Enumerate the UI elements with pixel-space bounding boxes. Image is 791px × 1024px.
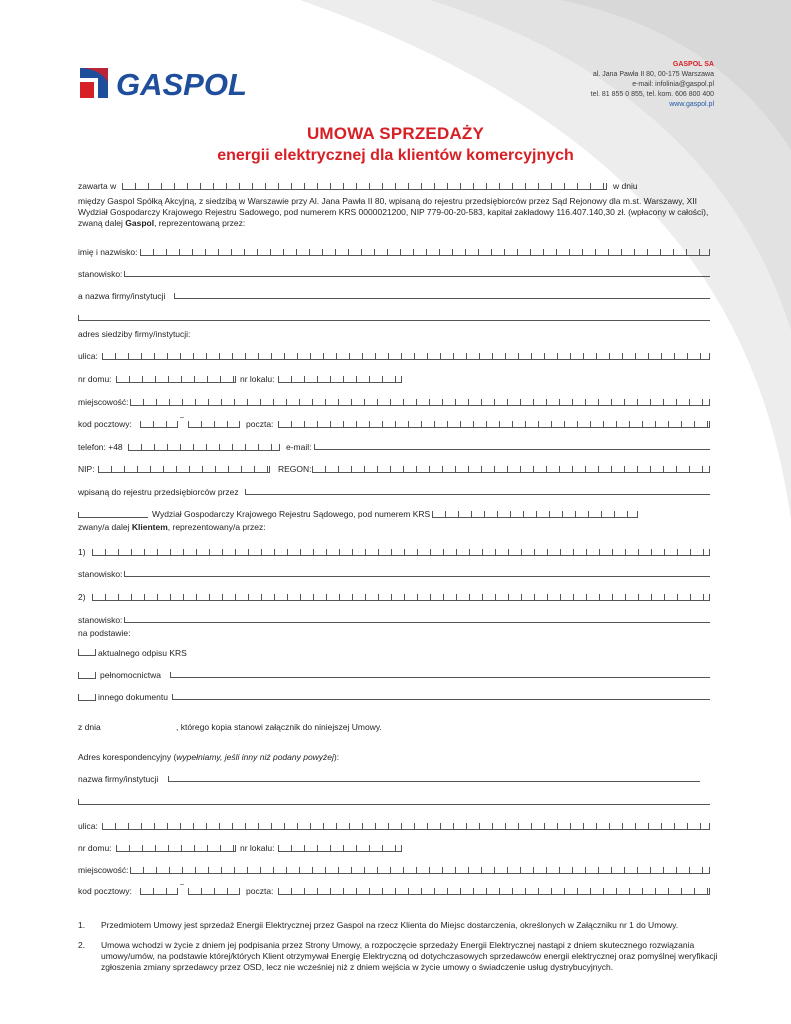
label-kor-nr-lokalu: nr lokalu:	[240, 843, 275, 853]
label-w-dniu: w dniu	[613, 181, 638, 191]
company-address: al. Jana Pawła II 80, 00-175 Warszawa	[592, 71, 714, 78]
label-nip: NIP:	[78, 464, 95, 474]
company-email: e-mail: infolinia@gaspol.pl	[632, 81, 714, 88]
label-nr-domu: nr domu:	[78, 374, 112, 384]
field-kor-firma[interactable]	[168, 776, 700, 782]
kod-dash: –	[180, 414, 184, 421]
label-regon: REGON:	[278, 464, 312, 474]
field-kor-ulica[interactable]	[102, 823, 710, 830]
field-nip[interactable]	[98, 466, 270, 473]
company-phones: tel. 81 855 0 855, tel. kom. 606 800 400	[590, 91, 714, 98]
field-rejestr[interactable]	[245, 489, 710, 495]
label-na-podstawie: na podstawie:	[78, 628, 131, 638]
label-email: e-mail:	[286, 442, 312, 452]
label-kor-miejscowosc: miejscowość:	[78, 865, 129, 875]
gaspol-logo	[80, 62, 255, 102]
label-kopia: , którego kopia stanowi załącznik do niniejszej Umowy.	[176, 722, 382, 732]
document-subtitle: energii elektrycznej dla klientów komercyjnych	[217, 147, 574, 164]
label-adres: adres siedziby firmy/instytucji:	[78, 329, 191, 339]
field-kod-a[interactable]	[140, 421, 178, 428]
field-telefon[interactable]	[128, 444, 280, 451]
label-rep-1: 1)	[78, 547, 86, 557]
field-innego[interactable]	[172, 694, 710, 700]
checkbox-odpis[interactable]	[78, 649, 96, 656]
field-nr-lokalu[interactable]	[278, 376, 402, 383]
company-web[interactable]: www.gaspol.pl	[669, 101, 714, 108]
field-place[interactable]	[122, 183, 607, 190]
field-rep-1[interactable]	[92, 549, 710, 556]
kor-kod-dash: –	[180, 881, 184, 888]
label-miejscowosc: miejscowość:	[78, 397, 129, 407]
company-name: GASPOL SA	[672, 61, 714, 68]
field-poczta[interactable]	[278, 421, 710, 428]
company-info	[591, 60, 714, 110]
label-zawarta: zawarta w	[78, 181, 117, 191]
field-pelnomocnictwo[interactable]	[170, 672, 710, 678]
label-z-dnia: z dnia	[78, 722, 101, 732]
field-kor-nr-lokalu[interactable]	[278, 845, 402, 852]
field-imie[interactable]	[140, 249, 710, 256]
field-nr-domu[interactable]	[116, 376, 236, 383]
label-telefon: telefon: +48	[78, 442, 123, 452]
label-innego: innego dokumentu	[98, 692, 168, 702]
label-wydzial: Wydział Gospodarczy Krajowego Rejestru Sądowego, pod numerem KRS	[152, 509, 431, 519]
intro-paragraph: między Gaspol Spółką Akcyjną, z siedzibą w Warszawie przy Al. Jana Pawła II 80, wpisaną do rejestru przedsiębiorców przez Sąd Rejonowy dla m.st. Warszawy, XII Wydział Gospodarczy Krajowego Rejestru Sadowego, pod numerem KRS 0000021200, NIP 779-00-20-583, kapitał zakładowy 116.407.140,30 zł. (wpłacony w całości), zwaną dalej Gaspol, reprezentowaną przez:	[78, 196, 709, 228]
label-ulica: ulica:	[78, 351, 98, 361]
field-kor-miejscowosc[interactable]	[130, 867, 710, 874]
checkbox-innego[interactable]	[78, 694, 96, 701]
label-kor-ulica: ulica:	[78, 821, 98, 831]
label-kor-poczta: poczta:	[246, 886, 274, 896]
label-zwany: zwany/a dalej Klientem, reprezentowany/a przez:	[78, 522, 266, 532]
field-kor-nr-domu[interactable]	[116, 845, 236, 852]
label-rejestr: wpisaną do rejestru przedsiębiorców przez	[78, 487, 239, 497]
label-pelnomocnictwo: pełnomocnictwa	[100, 670, 161, 680]
field-kor-poczta[interactable]	[278, 888, 710, 895]
field-kor-kod-b[interactable]	[188, 888, 240, 895]
field-kor-firma-2[interactable]	[78, 799, 710, 805]
field-email[interactable]	[314, 444, 710, 450]
label-stanowisko-3: stanowisko:	[78, 615, 123, 625]
field-stanowisko-3[interactable]	[124, 617, 710, 623]
field-rep-2[interactable]	[92, 594, 710, 601]
label-stanowisko-1: stanowisko:	[78, 269, 123, 279]
field-firma-2[interactable]	[78, 315, 710, 321]
term-2: 2. Umowa wchodzi w życie z dniem jej podpisania przez Strony Umowy, a rozpoczęcie sprzedaży Energii Elektrycznej nastąpi z dniem skutecznego rozwiązania umowy/umów, na podstawie której/których Klient otrzymywał Energię Elektryczną od dotychczasowych sprzedawców energii elektrycznej oraz pomyślnej weryfikacji zgłoszenia zmiany sprzedawcy przez OSD, lecz nie wcześniej niż z dniem wejścia w życie umowy o świadczenie usług dystrybucyjnych.	[78, 940, 718, 972]
label-kor-kod: kod pocztowy:	[78, 886, 132, 896]
label-odpis: aktualnego odpisu KRS	[98, 648, 187, 658]
field-miejscowosc[interactable]	[130, 399, 710, 406]
label-rep-2: 2)	[78, 592, 86, 602]
field-regon[interactable]	[312, 466, 710, 473]
label-nr-lokalu: nr lokalu:	[240, 374, 275, 384]
field-kod-b[interactable]	[188, 421, 240, 428]
field-stanowisko-1[interactable]	[124, 271, 710, 277]
label-kor-nr-domu: nr domu:	[78, 843, 112, 853]
document-title: UMOWA SPRZEDAŻY	[306, 124, 485, 143]
label-imie: imię i nazwisko:	[78, 247, 138, 257]
field-firma[interactable]	[174, 293, 710, 299]
field-krs[interactable]	[432, 511, 638, 518]
label-korespondencja: Adres korespondencyjny (wypełniamy, jeśli inny niż podany powyżej):	[78, 752, 340, 762]
label-firma: a nazwa firmy/instytucji	[78, 291, 166, 301]
logo-wordmark: GASPOL	[116, 67, 247, 102]
field-wydzial-num[interactable]	[78, 512, 148, 518]
field-stanowisko-2[interactable]	[124, 571, 710, 577]
label-kor-firma: nazwa firmy/instytucji	[78, 774, 159, 784]
checkbox-pelnomocnictwo[interactable]	[78, 672, 96, 679]
field-kor-kod-a[interactable]	[140, 888, 178, 895]
label-stanowisko-2: stanowisko:	[78, 569, 123, 579]
term-1: 1. Przedmiotem Umowy jest sprzedaż Energii Elektrycznej przez Gaspol na rzecz Klienta do Miejsc dostarczenia, określonych w Załączniku nr 1 do Umowy.	[78, 920, 679, 930]
field-ulica[interactable]	[102, 353, 710, 360]
label-kod: kod pocztowy:	[78, 419, 132, 429]
label-poczta: poczta:	[246, 419, 274, 429]
